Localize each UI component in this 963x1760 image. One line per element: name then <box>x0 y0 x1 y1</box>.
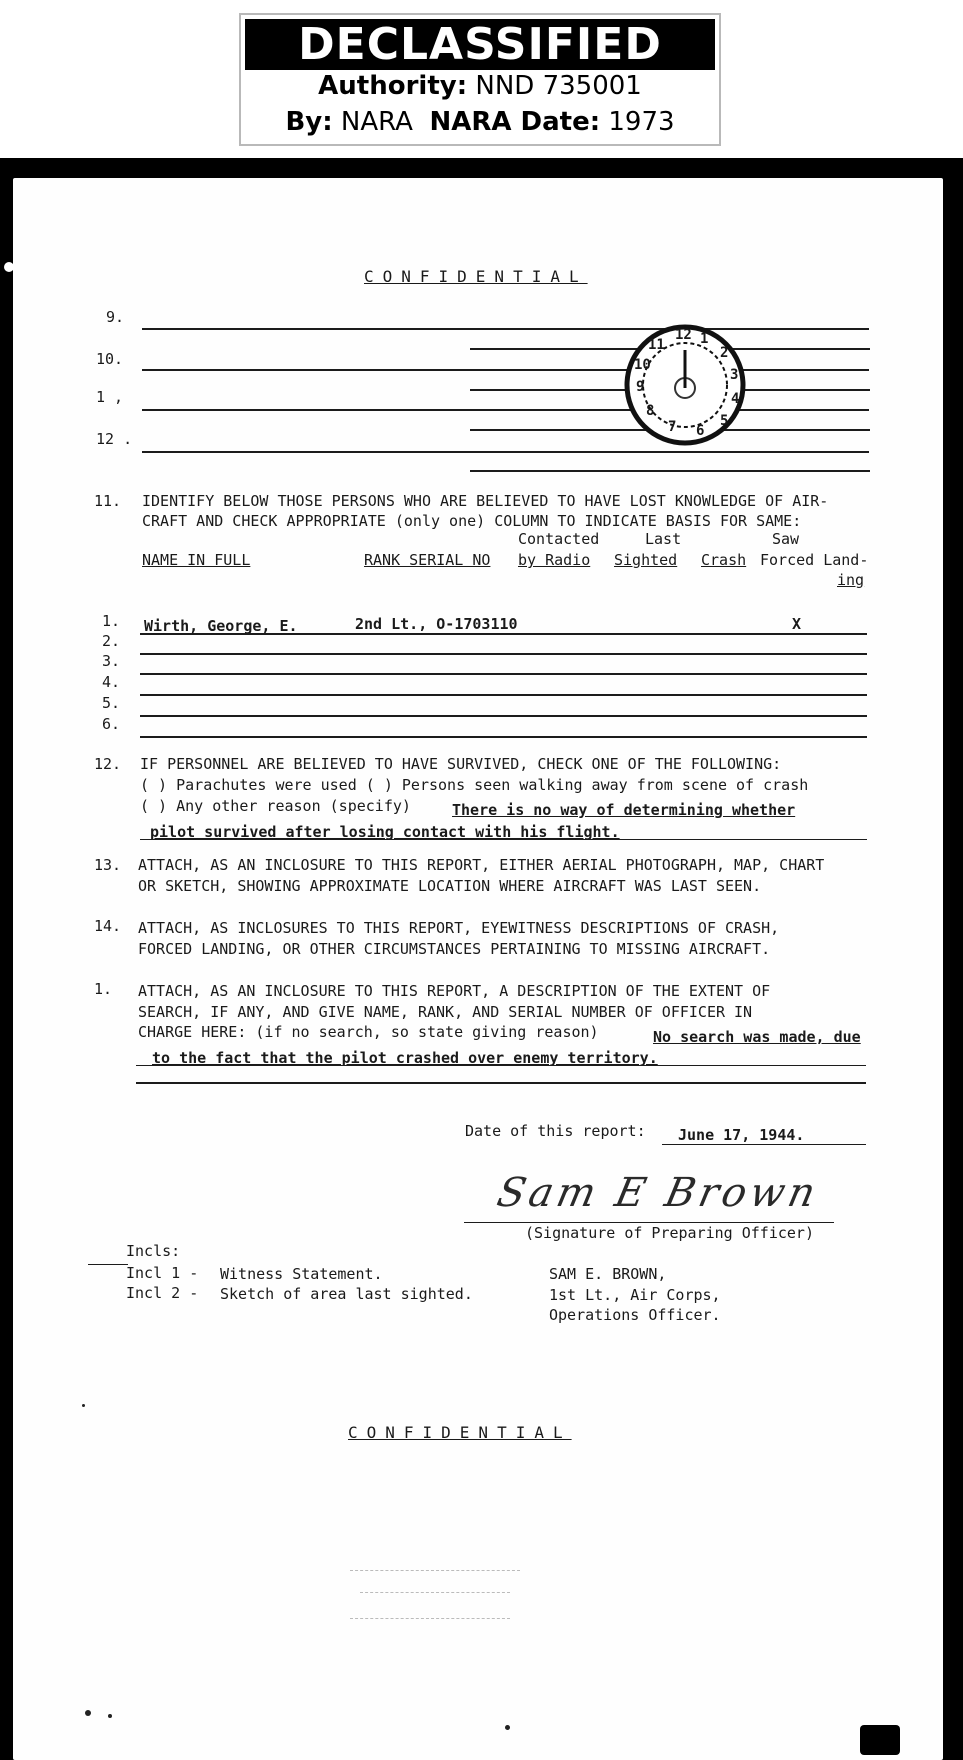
row-line <box>140 673 867 675</box>
scan-speck <box>505 1725 510 1730</box>
stamp-number: 10 <box>634 357 651 373</box>
row-line <box>140 633 867 635</box>
survival-answer: There is no way of determining whether <box>452 801 796 819</box>
section-number: 12. <box>94 755 122 773</box>
item-number: 10. <box>96 350 124 368</box>
classification-footer: CONFIDENTIAL <box>348 1423 572 1442</box>
person-rank-serial: 2nd Lt., O-1703110 <box>355 615 518 633</box>
row-number: 1. <box>102 612 121 630</box>
section-text: CRAFT AND CHECK APPROPRIATE (only one) COLUMN TO INDICATE BASIS FOR SAME: <box>142 512 802 530</box>
form-line <box>136 1065 866 1066</box>
stamp-number: 7 <box>668 419 677 435</box>
column-header-sighted: Sighted <box>614 551 678 569</box>
item-number: 1 , <box>96 388 124 406</box>
stamp-number: 3 <box>730 367 739 383</box>
row-number: 2. <box>102 632 121 650</box>
section-number: 1. <box>94 980 113 998</box>
column-header-rank: RANK SERIAL NO <box>364 551 491 569</box>
section-text: ATTACH, AS AN INCLOSURE TO THIS REPORT, EITHER AERIAL PHOTOGRAPH, MAP, CHART <box>138 856 825 874</box>
date-label: Date of this report: <box>465 1122 646 1140</box>
section-text: OR SKETCH, SHOWING APPROXIMATE LOCATION WHERE AIRCRAFT WAS LAST SEEN. <box>138 877 762 895</box>
scan-speck <box>85 1710 91 1716</box>
section-number: 11. <box>94 492 122 510</box>
column-header: Saw <box>772 530 800 548</box>
by-label: By: <box>285 107 333 137</box>
column-header-radio: by Radio <box>518 551 591 569</box>
column-header: Contacted <box>518 530 600 548</box>
form-line <box>136 1082 866 1084</box>
section-number: 13. <box>94 856 122 874</box>
bleed-through-mark <box>360 1592 510 1593</box>
authority-label: Authority: <box>318 71 468 101</box>
row-number: 5. <box>102 694 121 712</box>
section-text: ( ) Parachutes were used ( ) Persons seen walking away from scene of crash <box>140 776 809 794</box>
section-text: IF PERSONNEL ARE BELIEVED TO HAVE SURVIVED, CHECK ONE OF THE FOLLOWING: <box>140 755 782 773</box>
stamp-number: 1 <box>700 331 709 347</box>
by-line <box>241 107 719 137</box>
section-text: IDENTIFY BELOW THOSE PERSONS WHO ARE BELIEVED TO HAVE LOST KNOWLEDGE OF AIR- <box>142 492 829 510</box>
row-line <box>140 736 867 738</box>
classification-header: CONFIDENTIAL <box>364 267 588 286</box>
survival-answer-cont: pilot survived after losing contact with his flight. <box>150 823 620 841</box>
stamp-number: 5 <box>720 413 729 429</box>
report-date: June 17, 1944. <box>678 1126 805 1144</box>
stamp-number: 8 <box>646 403 655 419</box>
stamp-number: 9 <box>636 379 645 395</box>
scan-speck <box>82 1404 85 1407</box>
by-value: NARA <box>340 107 413 137</box>
declassified-title: DECLASSIFIED <box>245 19 715 70</box>
section-text: ATTACH, AS INCLOSURES TO THIS REPORT, EYEWITNESS DESCRIPTIONS OF CRASH, <box>138 919 780 937</box>
row-line <box>140 715 867 717</box>
column-header-forced-cont: ing <box>837 571 865 589</box>
row-number: 6. <box>102 715 121 733</box>
stamp-number: 2 <box>720 345 729 361</box>
form-line <box>470 470 870 472</box>
section-text: CHARGE HERE: (if no search, so state giving reason) <box>138 1023 599 1041</box>
signature-line <box>464 1222 834 1223</box>
item-number: 9. <box>106 308 125 326</box>
signature-caption: (Signature of Preparing Officer) <box>525 1224 814 1242</box>
form-line <box>142 369 869 371</box>
inclosure-label: Incl 2 - <box>126 1284 199 1302</box>
declassified-stamp <box>239 13 721 146</box>
search-answer-cont: to the fact that the pilot crashed over enemy territory. <box>152 1049 658 1067</box>
row-line <box>140 694 867 696</box>
row-line <box>140 653 867 655</box>
section-text: ( ) Any other reason (specify) <box>140 797 411 815</box>
authority-value: NND 735001 <box>475 71 642 101</box>
form-line <box>142 451 869 453</box>
section-text: SEARCH, IF ANY, AND GIVE NAME, RANK, AND SERIAL NUMBER OF OFFICER IN <box>138 1003 753 1021</box>
form-line <box>142 328 869 330</box>
search-answer: No search was made, due <box>653 1028 861 1046</box>
stamp-number: 4 <box>731 391 740 407</box>
item-number: 12 . <box>96 430 133 448</box>
column-header: Last <box>645 530 682 548</box>
bleed-through-mark <box>350 1570 520 1571</box>
form-line <box>88 1264 128 1265</box>
scan-speck <box>108 1714 112 1718</box>
inclosure-label: Incl 1 - <box>126 1264 199 1282</box>
nara-date-label: NARA Date: <box>429 107 601 137</box>
person-name: Wirth, George, E. <box>144 617 298 635</box>
authority-line <box>241 71 719 101</box>
inclosure-text: Witness Statement. <box>220 1265 383 1283</box>
column-header-name: NAME IN FULL <box>142 551 251 569</box>
form-line <box>142 409 869 411</box>
handwritten-signature: Sam E Brown <box>493 1170 824 1216</box>
bleed-through-mark <box>350 1618 510 1619</box>
officer-title: Operations Officer. <box>549 1306 721 1324</box>
date-line <box>662 1144 866 1145</box>
row-number: 3. <box>102 652 121 670</box>
stamp-number: 11 <box>648 337 665 353</box>
section-text: ATTACH, AS AN INCLOSURE TO THIS REPORT, A DESCRIPTION OF THE EXTENT OF <box>138 982 771 1000</box>
scan-speck <box>4 262 14 272</box>
forced-landing-mark: X <box>792 615 802 633</box>
inclosures-heading: Incls: <box>126 1242 181 1260</box>
officer-name: SAM E. BROWN, <box>549 1265 667 1283</box>
stamp-number: 6 <box>696 423 705 439</box>
document-page <box>13 178 943 1760</box>
section-number: 14. <box>94 917 122 935</box>
column-header-forced: Forced Land- <box>760 551 869 569</box>
column-header-crash: Crash <box>701 551 747 569</box>
row-number: 4. <box>102 673 121 691</box>
inclosure-text: Sketch of area last sighted. <box>220 1285 473 1303</box>
section-text: FORCED LANDING, OR OTHER CIRCUMSTANCES PERTAINING TO MISSING AIRCRAFT. <box>138 940 771 958</box>
form-line <box>140 839 867 840</box>
scan-blot <box>860 1725 900 1755</box>
stamp-number: 12 <box>675 327 692 343</box>
officer-rank: 1st Lt., Air Corps, <box>549 1286 721 1304</box>
nara-date-value: 1973 <box>608 107 675 137</box>
